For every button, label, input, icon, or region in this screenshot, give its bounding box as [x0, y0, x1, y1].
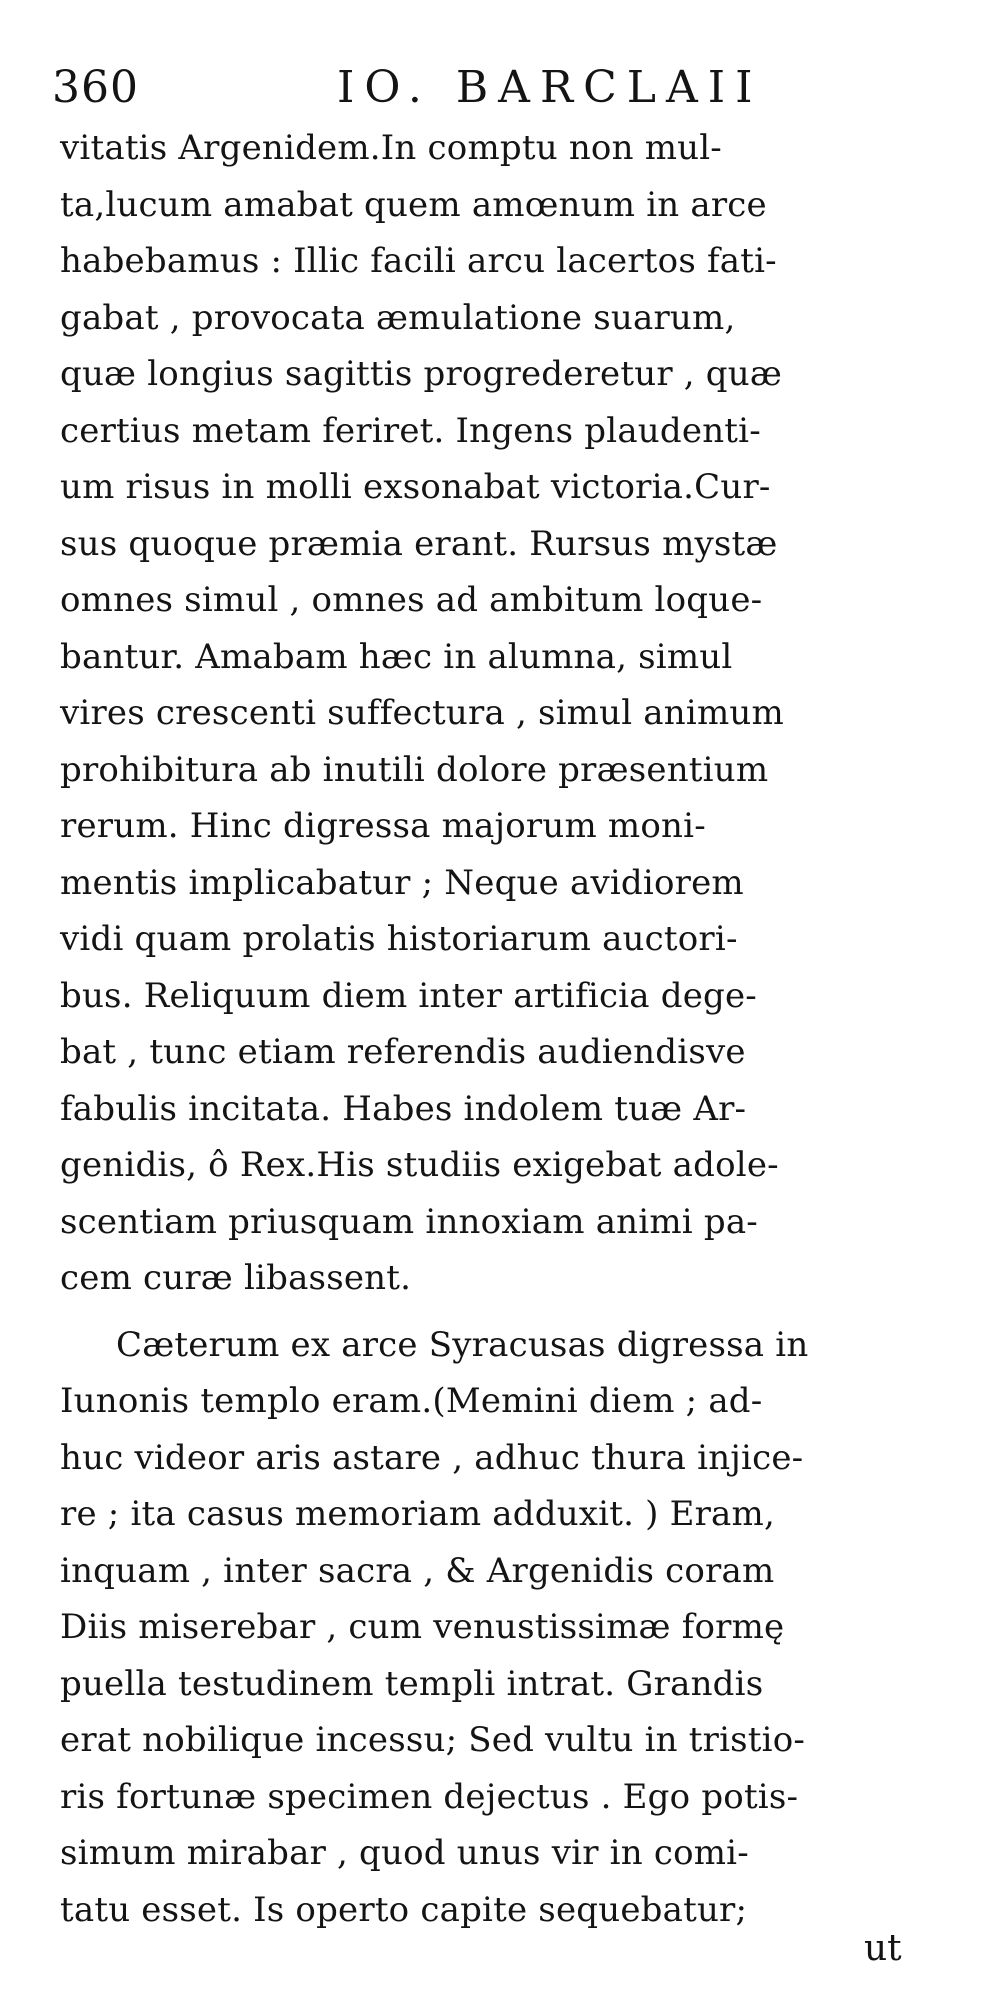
text-line: scentiam priusquam innoxiam animi pa- [60, 1201, 758, 1242]
text-line: habebamus : Illic facili arcu lacertos fati- [60, 241, 777, 281]
text-line: certius metam feriret. Ingens plaudenti- [60, 410, 761, 451]
text-line: vidi quam prolatis historiarum auctori- [60, 919, 738, 959]
text-line: tatu esset. Is operto capite sequebatur; [60, 1889, 748, 1930]
text-line: vitatis Argenidem.In comptu non mul- [60, 128, 722, 168]
running-head: IO. BARCLAII [337, 62, 763, 113]
text-line: genidis, ô Rex.His studiis exigebat adole- [60, 1145, 779, 1185]
text-line: vires crescenti suffectura , simul animum [60, 693, 784, 733]
text-line: Diis miserebar , cum venustissimæ formę [60, 1607, 785, 1647]
text-line: bus. Reliquum diem inter artificia dege- [60, 975, 757, 1016]
text-line: Cæterum ex arce Syracusas digressa in [116, 1324, 809, 1365]
text-line: simum mirabar , quod unus vir in comi- [60, 1833, 749, 1873]
text-line: mentis implicabatur ; Neque avidiorem [60, 862, 744, 903]
text-line: Iunonis templo eram.(Memini diem ; ad- [60, 1381, 763, 1421]
text-line: puella testudinem templi intrat. Grandis [60, 1663, 764, 1704]
text-line: ta,lucum amabat quem amœnum in arce [60, 184, 767, 225]
text-line: cem curæ libassent. [60, 1258, 412, 1298]
text-line: erat nobilique incessu; Sed vultu in tristio- [60, 1720, 806, 1760]
text-line: bantur. Amabam hæc in alumna, simul [60, 636, 733, 677]
page-header [52, 52, 952, 124]
text-line: inquam , inter sacra , & Argenidis coram [60, 1550, 775, 1591]
body-text [60, 120, 918, 1938]
text-line: um risus in molli exsonabat victoria.Cur- [60, 467, 771, 507]
text-line: quæ longius sagittis progrederetur , quæ [60, 354, 783, 394]
catchword: ut [864, 1928, 902, 1969]
paragraph-gap [60, 1307, 918, 1317]
paragraph-2 [60, 1317, 918, 1939]
text-line: re ; ita casus memoriam adduxit. ) Eram, [60, 1494, 775, 1534]
text-line: ris fortunæ specimen dejectus . Ego potis- [60, 1776, 799, 1817]
text-line: prohibitura ab inutili dolore præsentium [60, 749, 769, 790]
text-line: rerum. Hinc digressa majorum moni- [60, 806, 706, 846]
text-line: fabulis incitata. Habes indolem tuæ Ar- [60, 1088, 747, 1129]
paragraph-1 [60, 120, 918, 1307]
text-line: bat , tunc etiam referendis audiendisve [60, 1032, 746, 1072]
page-number: 360 [52, 62, 139, 113]
text-line: huc videor aris astare , adhuc thura injice- [60, 1437, 804, 1478]
text-line: gabat , provocata æmulatione suarum, [60, 297, 736, 338]
text-line: omnes simul , omnes ad ambitum loque- [60, 580, 763, 620]
text-line: sus quoque præmia erant. Rursus mystæ [60, 523, 778, 564]
